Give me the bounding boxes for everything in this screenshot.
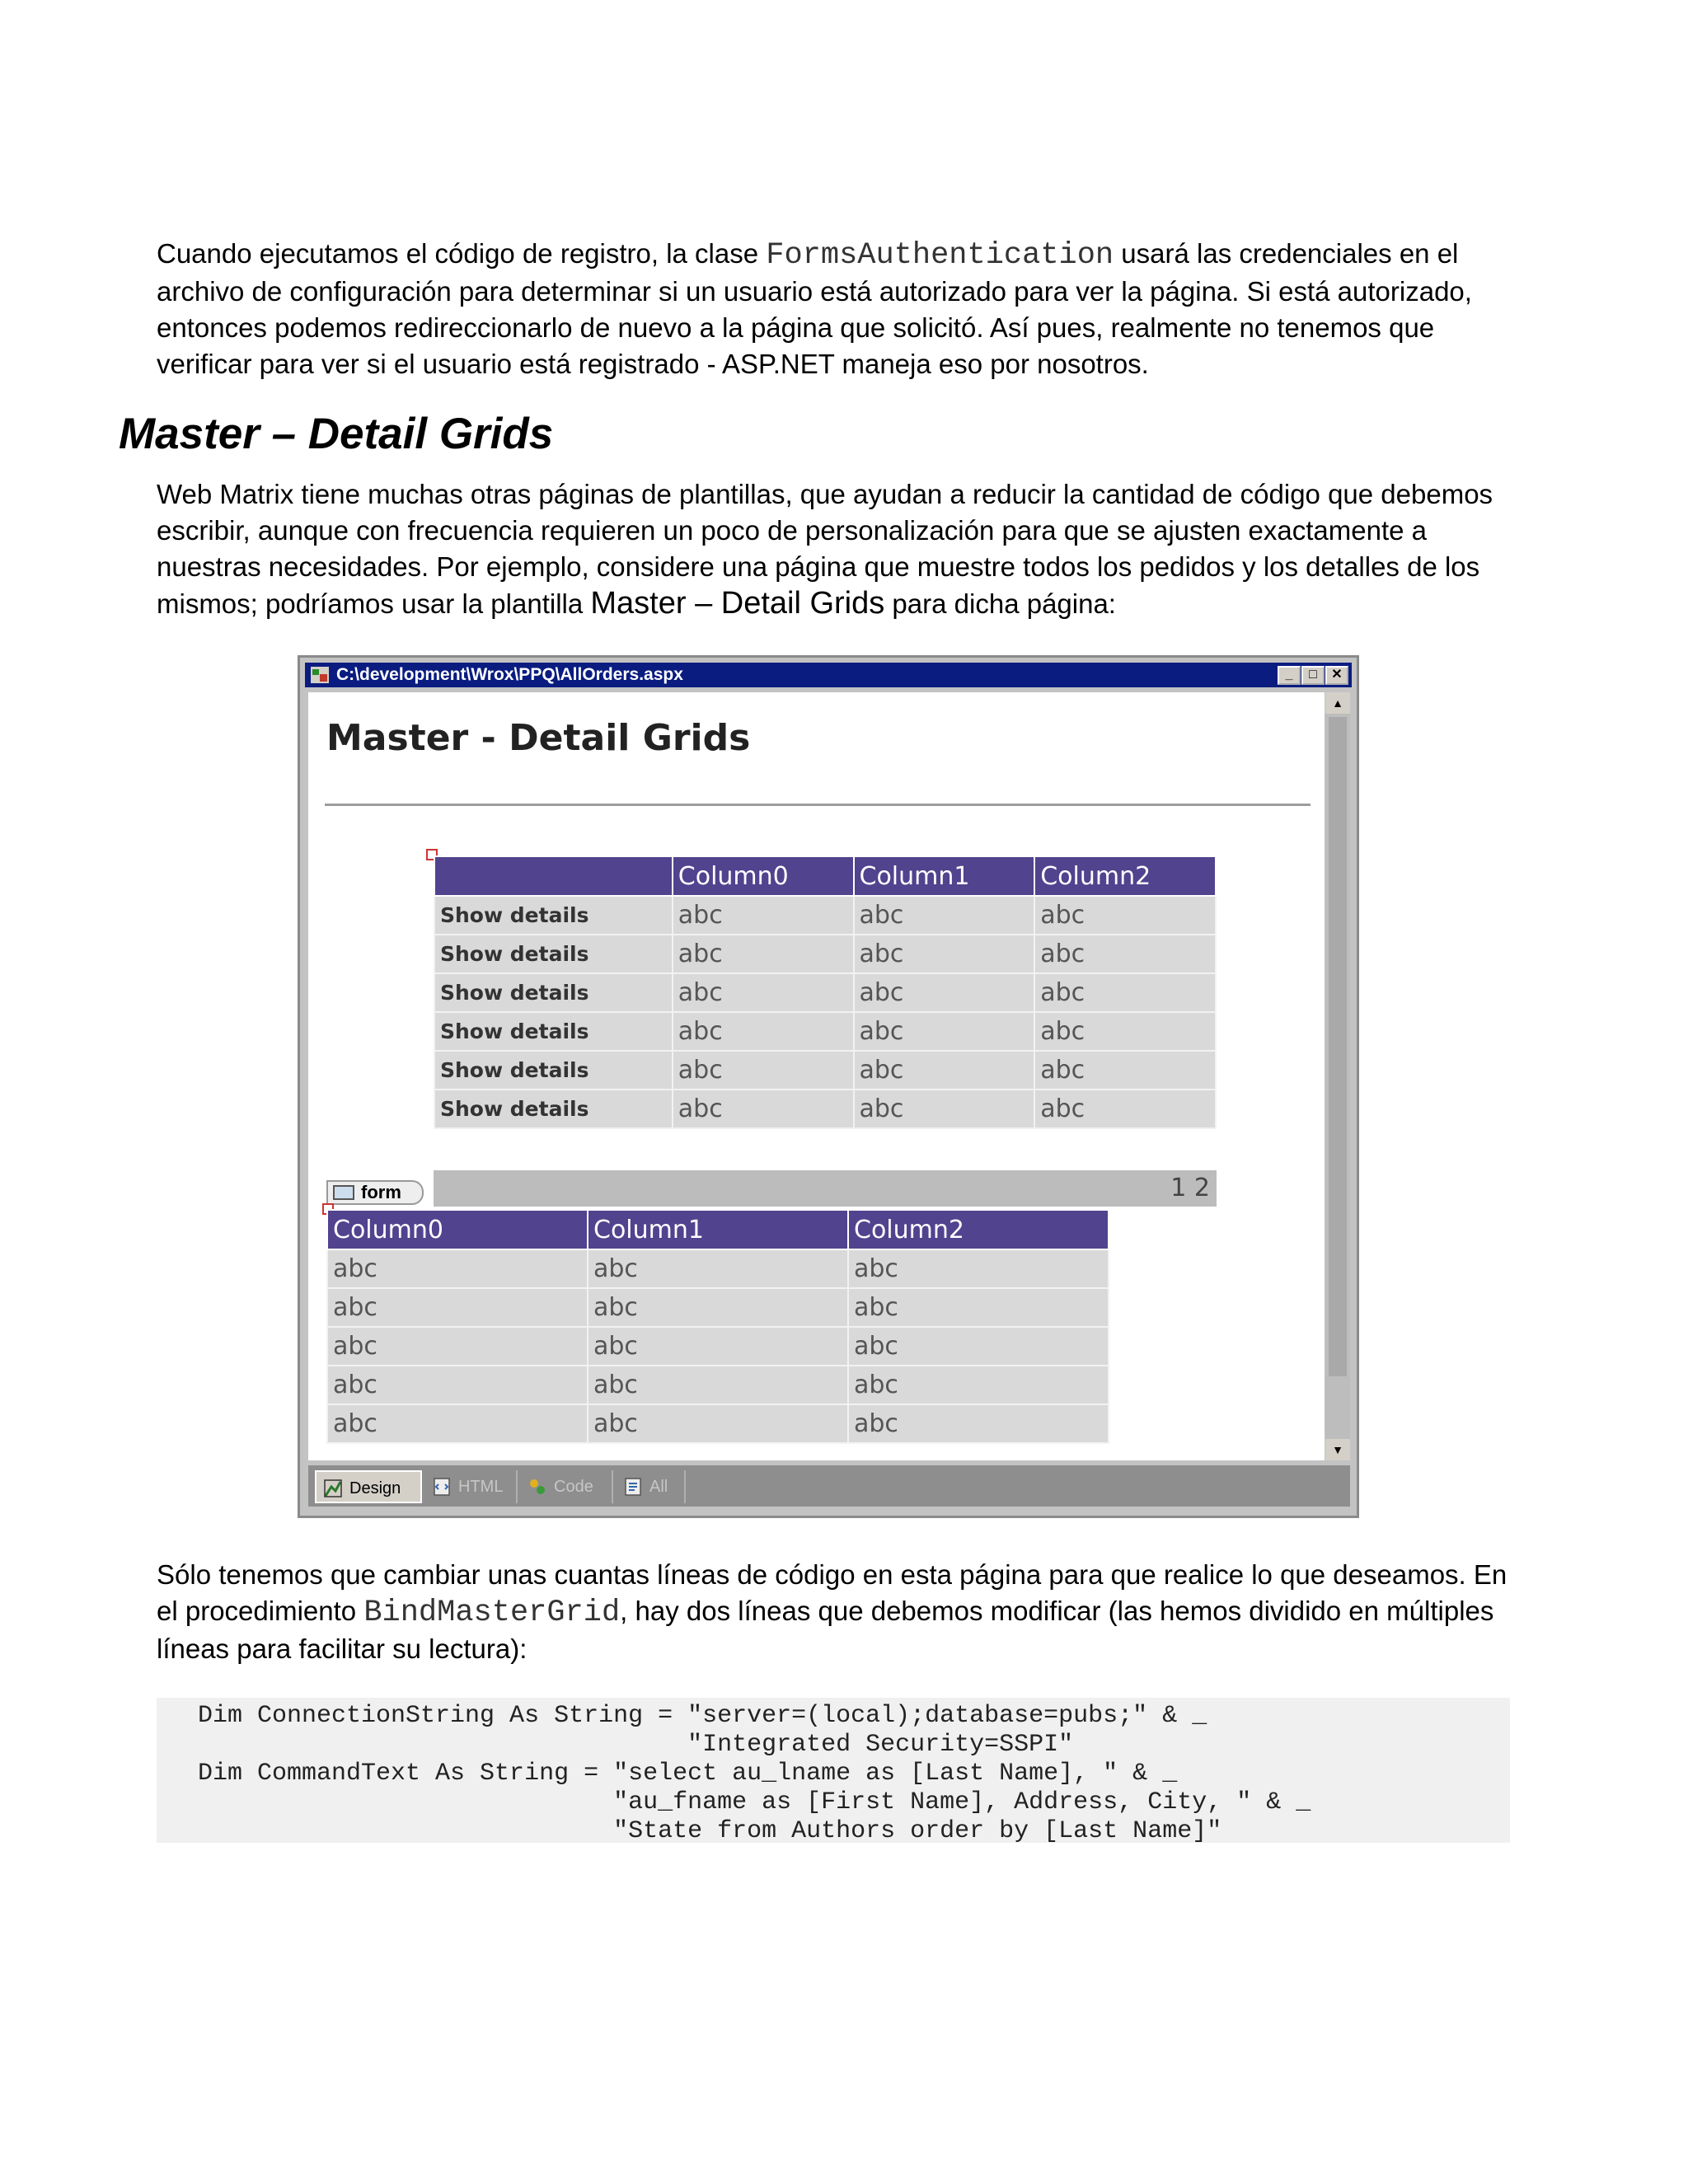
design-icon: [323, 1479, 343, 1498]
table-row: [327, 1288, 1109, 1327]
tab-html[interactable]: [425, 1470, 518, 1503]
tab-code-label: Code: [554, 1478, 593, 1496]
table-cell: abc: [327, 1404, 588, 1443]
intro-text-1: Cuando ejecutamos el código de registro, la clase: [157, 238, 767, 269]
master-grid-header: [434, 856, 1216, 896]
window-title: C:\development\Wrox\PPQ\AllOrders.aspx: [336, 665, 683, 684]
scroll-thumb[interactable]: [1329, 717, 1347, 1376]
table-cell: abc: [673, 1051, 854, 1090]
bind-master-grid-code: BindMasterGrid: [363, 1596, 621, 1630]
table-cell: abc: [854, 1012, 1035, 1051]
table-row: [327, 1404, 1109, 1443]
horizontal-rule: [325, 804, 1311, 806]
intro-text-2: usará las credenciales en el archivo de configuración para determinar si un usuario está autorizado para ver la página. Si está autorizado, entonces podemos redireccionarlo de nuevo a la página que solicitó. Así pues, realmente no tenemos que verificar para ver si el usuario está registrado - ASP.NET maneja eso por nosotros.: [157, 238, 1472, 379]
close-icon[interactable]: ✕: [1325, 666, 1348, 685]
show-details-link[interactable]: Show details: [434, 1051, 673, 1090]
table-row: [434, 935, 1216, 973]
table-cell: abc: [1034, 973, 1216, 1012]
table-row: [327, 1327, 1109, 1366]
table-cell: abc: [848, 1249, 1109, 1288]
section-heading: Master – Detail Grids: [119, 410, 554, 458]
table-cell: abc: [673, 973, 854, 1012]
table-cell: abc: [1034, 1012, 1216, 1051]
vertical-scrollbar[interactable]: [1325, 692, 1350, 1460]
table-cell: abc: [854, 896, 1035, 935]
table-cell: abc: [673, 896, 854, 935]
tab-all-label: All: [649, 1478, 668, 1496]
table-cell: abc: [588, 1288, 848, 1327]
table-cell: abc: [848, 1288, 1109, 1327]
scroll-down-icon[interactable]: ▼: [1325, 1439, 1350, 1460]
show-details-link[interactable]: Show details: [434, 973, 673, 1012]
design-surface: [308, 692, 1325, 1460]
tab-code[interactable]: [521, 1470, 613, 1503]
table-cell: abc: [1034, 1051, 1216, 1090]
table-row: [434, 896, 1216, 935]
table-cell: abc: [588, 1249, 848, 1288]
screenshot-window: [298, 655, 1359, 1518]
column-header: Column1: [854, 856, 1035, 896]
page-title: Master - Detail Grids: [326, 717, 751, 759]
section-paragraph: [157, 476, 1508, 622]
code-line: Dim CommandText As String = "select au_lname as [Last Name], " & _: [198, 1760, 1178, 1788]
table-cell: abc: [854, 1090, 1035, 1128]
column-header: [434, 856, 673, 896]
tab-design[interactable]: [315, 1470, 422, 1503]
detail-grid-body: [327, 1249, 1109, 1443]
scroll-up-icon[interactable]: ▲: [1325, 692, 1350, 714]
pager-pages[interactable]: 1 2: [1170, 1174, 1210, 1202]
after-paragraph: [157, 1557, 1508, 1667]
table-cell: abc: [327, 1249, 588, 1288]
table-cell: abc: [673, 1012, 854, 1051]
tab-html-label: HTML: [458, 1478, 504, 1496]
form-icon: [333, 1185, 354, 1200]
show-details-link[interactable]: Show details: [434, 935, 673, 973]
section-text-1: Web Matrix tiene muchas otras páginas de plantillas, que ayudan a reducir la cantidad de código que debemos escribir, aunque con frecuencia requieren un poco de personalización para que se ajusten exactamente a nuestras necesidades. Por ejemplo, considere una página que muestre todos los pedidos y los detalles de los mismos; podríamos usar la plantilla: [157, 479, 1493, 619]
table-row: [327, 1249, 1109, 1288]
app-icon: [310, 666, 330, 684]
table-cell: abc: [327, 1288, 588, 1327]
column-header: Column0: [327, 1210, 588, 1249]
after-text-2: , hay dos líneas que debemos modificar (las hemos dividido en múltiples líneas para facilitar su lectura):: [157, 1596, 1494, 1664]
column-header: Column0: [673, 856, 854, 896]
after-text-1: Sólo tenemos que cambiar unas cuantas líneas de código en esta página para que realice lo que deseamos. En el procedimiento: [157, 1559, 1507, 1626]
table-cell: abc: [327, 1327, 588, 1366]
table-cell: abc: [1034, 935, 1216, 973]
table-cell: abc: [673, 1090, 854, 1128]
table-cell: abc: [848, 1404, 1109, 1443]
show-details-link[interactable]: Show details: [434, 1090, 673, 1128]
maximize-icon[interactable]: □: [1301, 666, 1325, 685]
view-tabbar: [308, 1465, 1350, 1507]
master-grid-body: [434, 896, 1216, 1128]
code-line: "Integrated Security=SSPI": [198, 1731, 1074, 1759]
table-row: [434, 1012, 1216, 1051]
show-details-link[interactable]: Show details: [434, 1012, 673, 1051]
master-grid-pager[interactable]: [434, 1170, 1217, 1207]
code-line: "au_fname as [First Name], Address, City, " & _: [198, 1788, 1311, 1816]
table-row: [434, 973, 1216, 1012]
table-cell: abc: [1034, 896, 1216, 935]
table-cell: abc: [327, 1366, 588, 1404]
table-row: [327, 1366, 1109, 1404]
forms-authentication-code: FormsAuthentication: [766, 238, 1114, 273]
tab-design-label: Design: [349, 1479, 401, 1497]
all-icon: [623, 1477, 643, 1497]
intro-paragraph: [157, 236, 1508, 382]
form-tag: [326, 1180, 424, 1205]
minimize-icon[interactable]: _: [1278, 666, 1301, 685]
table-cell: abc: [854, 973, 1035, 1012]
table-cell: abc: [588, 1327, 848, 1366]
show-details-link[interactable]: Show details: [434, 896, 673, 935]
section-text-2: para dicha página:: [884, 588, 1116, 619]
table-cell: abc: [588, 1366, 848, 1404]
tab-all[interactable]: [617, 1470, 686, 1503]
column-header: Column2: [848, 1210, 1109, 1249]
table-row: [434, 1051, 1216, 1090]
code-line: Dim ConnectionString As String = "server=(local);database=pubs;" & _: [198, 1702, 1207, 1730]
table-cell: abc: [854, 935, 1035, 973]
master-grid: [434, 855, 1217, 1129]
code-block: [157, 1698, 1510, 1843]
table-cell: abc: [1034, 1090, 1216, 1128]
detail-grid: [326, 1209, 1109, 1444]
table-cell: abc: [848, 1327, 1109, 1366]
table-cell: abc: [854, 1051, 1035, 1090]
column-header: Column1: [588, 1210, 848, 1249]
table-cell: abc: [848, 1366, 1109, 1404]
window-titlebar: [305, 663, 1352, 687]
html-icon: [432, 1477, 452, 1497]
form-tag-label: form: [361, 1182, 401, 1202]
column-header: Column2: [1034, 856, 1216, 896]
template-name: Master – Detail Grids: [590, 586, 885, 621]
table-row: [434, 1090, 1216, 1128]
code-icon: [528, 1477, 547, 1497]
table-cell: abc: [673, 935, 854, 973]
code-line: "State from Authors order by [Last Name]": [198, 1817, 1222, 1845]
table-cell: abc: [588, 1404, 848, 1443]
detail-grid-header: [327, 1210, 1109, 1249]
